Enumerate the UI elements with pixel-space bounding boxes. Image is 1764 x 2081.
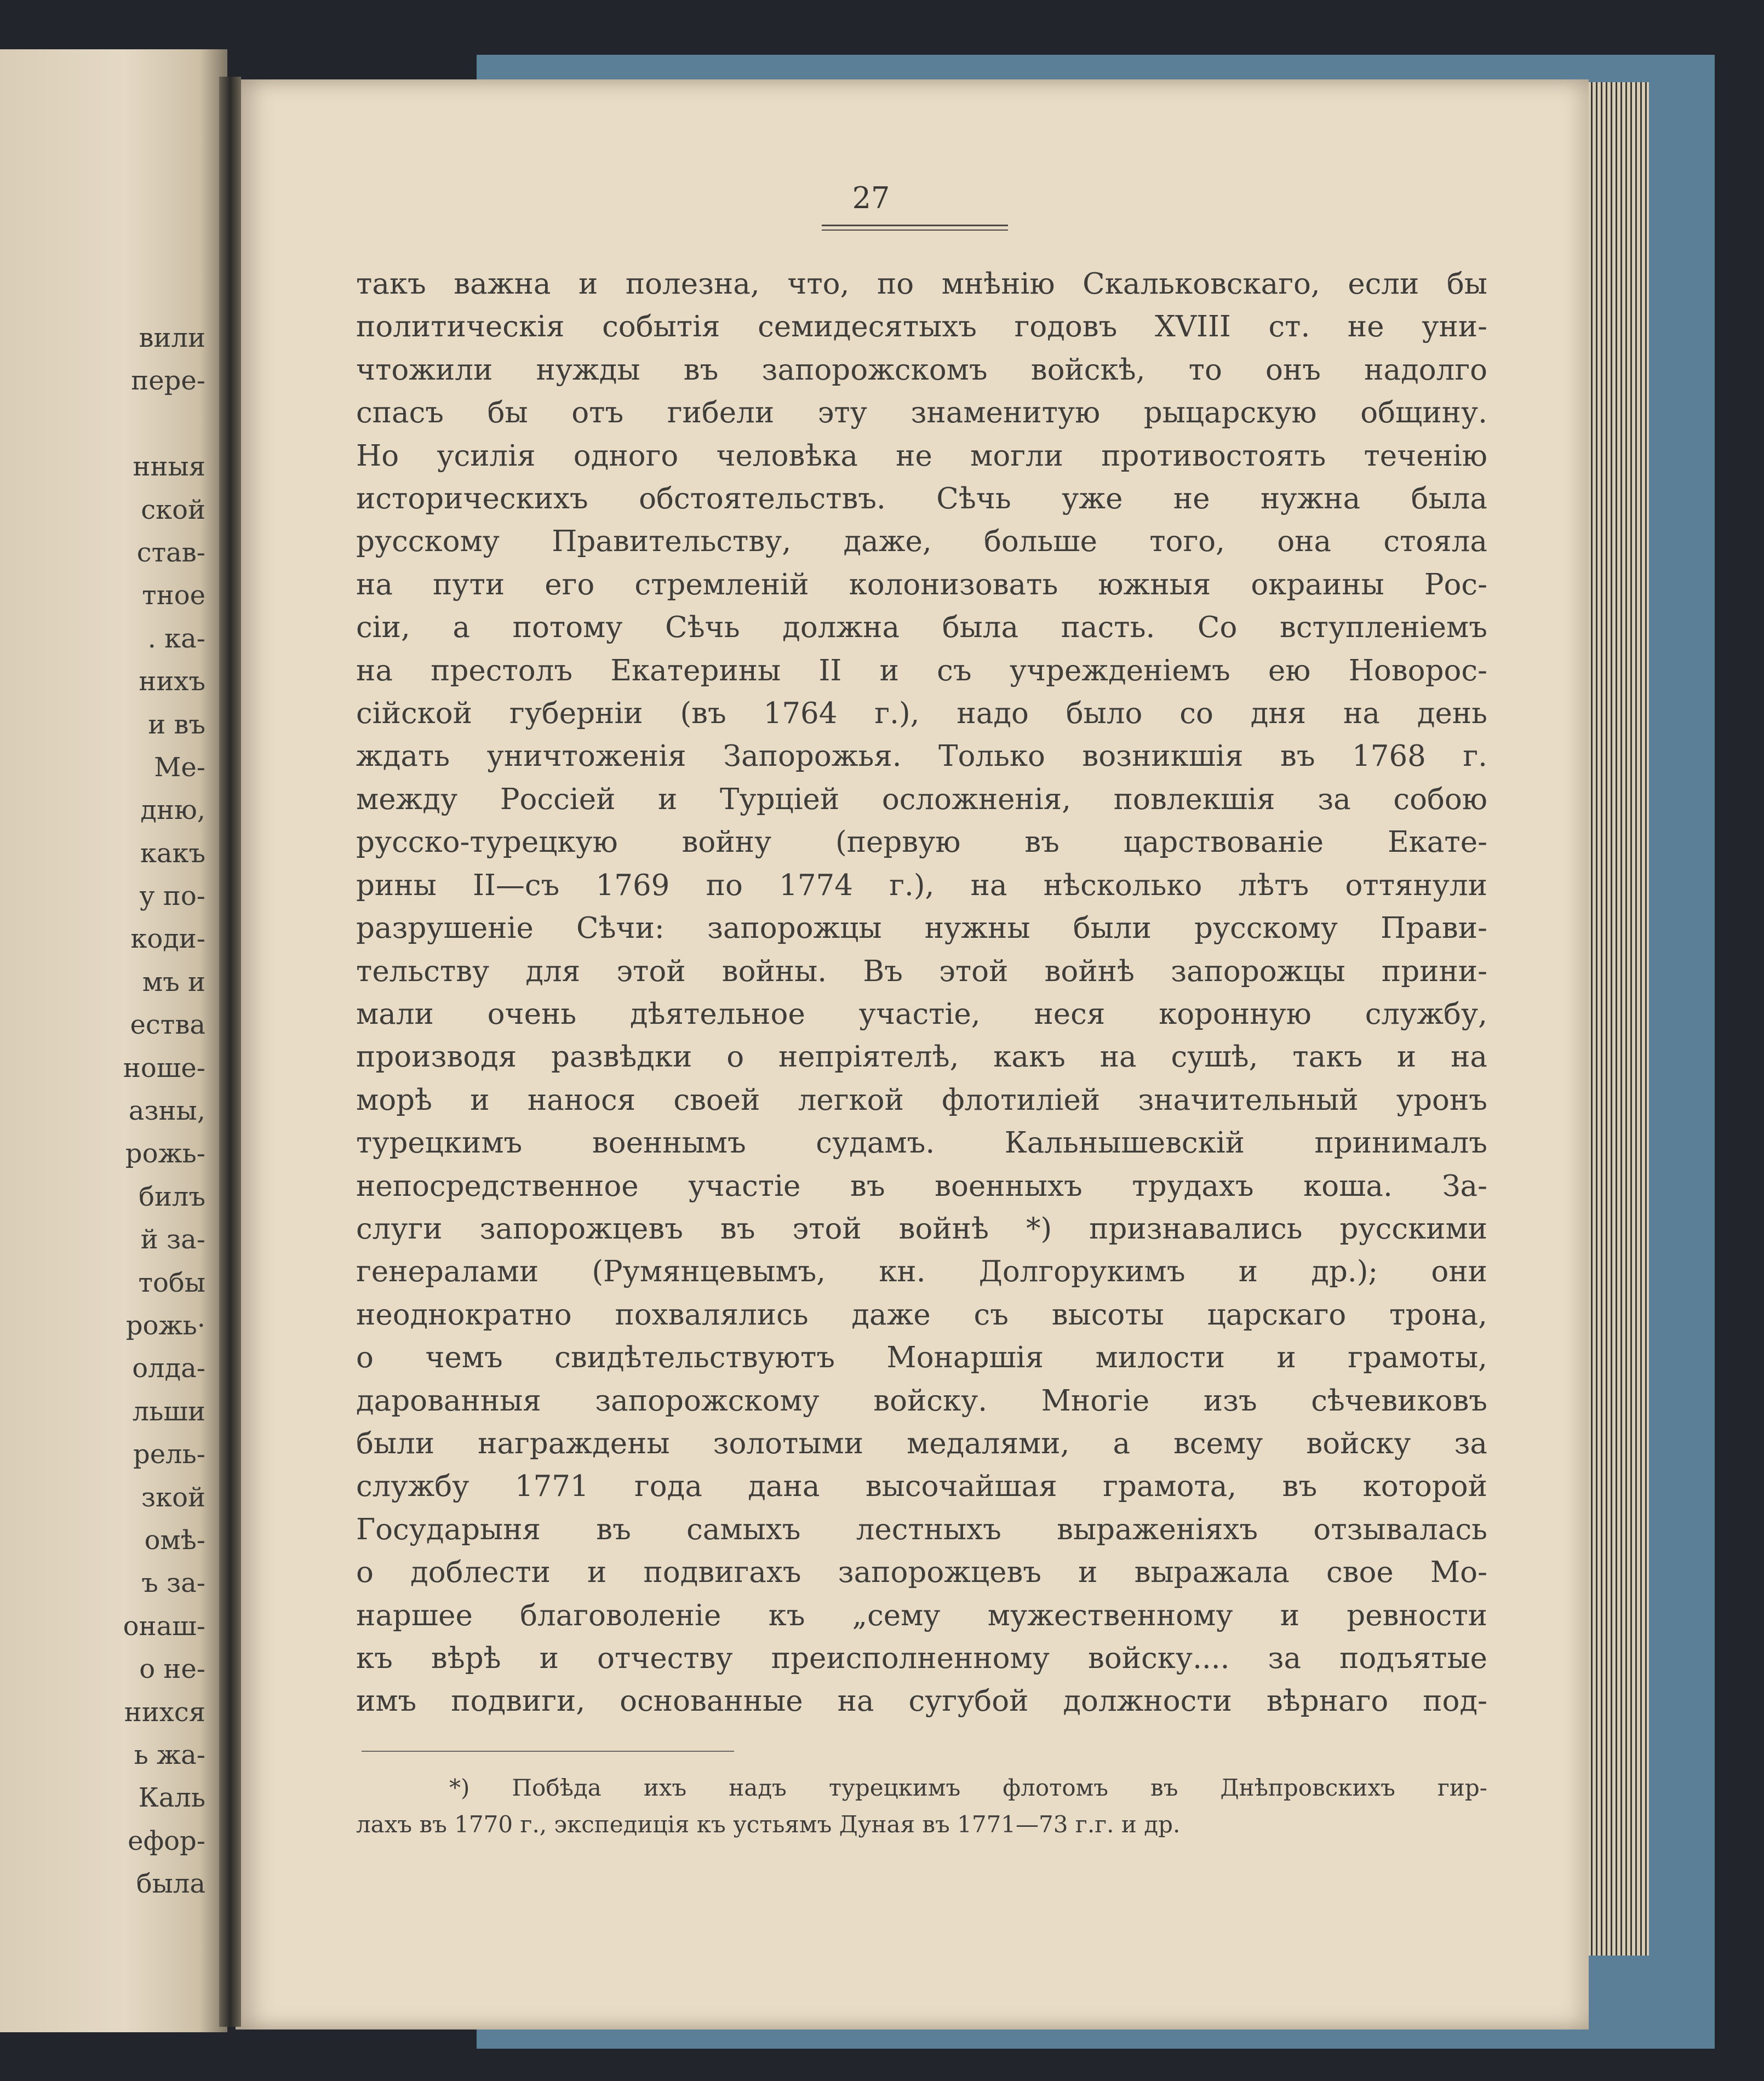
text-line: чтожили нужды въ запорожскомъ войскѣ, то онъ надолго — [356, 353, 1487, 387]
text-line: были награждены золотыми медалями, а всему войску за — [356, 1426, 1487, 1460]
page-number-rule — [822, 225, 1008, 231]
text-line: сіи, а потому Сѣчь должна была пасть. Со вступленіемъ — [356, 611, 1487, 645]
text-line: Но усилія одного человѣка не могли противостоять теченію — [356, 439, 1487, 473]
page-number: 27 — [852, 181, 890, 215]
text-line: разрушеніе Сѣчи: запорожцы нужны были русскому Прави- — [356, 911, 1487, 945]
left-page-line — [0, 403, 205, 445]
left-page-line: была — [136, 1868, 205, 1900]
text-line: службу 1771 года дана высочайшая грамота, въ которой — [356, 1470, 1487, 1504]
text-line: на престолъ Екатерины II и съ учрежденіемъ ею Новорос- — [356, 653, 1487, 687]
left-page-line: билъ — [139, 1181, 205, 1212]
text-line: историческихъ обстоятельствъ. Сѣчь уже не нужна была — [356, 482, 1487, 516]
left-page-line: ской — [141, 494, 205, 525]
text-line: на пути его стремленій колонизовать южныя окраины Рос- — [356, 567, 1487, 601]
left-page-line: олда- — [132, 1353, 205, 1384]
text-line: производя развѣдки о непріятелѣ, какъ на сушѣ, такъ и на — [356, 1040, 1487, 1074]
text-line: имъ подвиги, основанные на сугубой должности вѣрнаго под- — [356, 1684, 1487, 1718]
left-page-line: вили — [139, 323, 205, 353]
text-line: къ вѣрѣ и отчеству преисполненному войску.... за подъятые — [356, 1642, 1487, 1675]
left-page-line: ноше- — [123, 1052, 205, 1084]
text-line: неоднократно похвалялись даже съ высоты царскаго трона, — [356, 1298, 1487, 1332]
body-text — [356, 263, 1487, 1723]
footnote-line: лахъ въ 1770 г., экспедиція къ устьямъ Дуная въ 1771—73 г.г. и др. — [356, 1811, 1181, 1838]
left-page-line: нихся — [124, 1696, 205, 1728]
text-line: дарованныя запорожскому войску. Многіе изъ сѣчевиковъ — [356, 1384, 1487, 1418]
left-page-line: ь жа- — [134, 1739, 205, 1770]
text-line: рины II—съ 1769 по 1774 г.), на нѣсколько лѣтъ оттянули — [356, 868, 1487, 902]
left-page-line: рожь- — [125, 1138, 205, 1170]
text-line: русско-турецкую войну (первую въ царствованіе Екате- — [356, 825, 1487, 859]
left-page-line: рожь· — [125, 1310, 205, 1341]
left-page-line: . ка- — [147, 623, 205, 654]
text-line: турецкимъ военнымъ судамъ. Кальнышевскій принималъ — [356, 1126, 1487, 1160]
left-page-line: тобы — [138, 1267, 205, 1298]
left-page-line: ъ за- — [141, 1568, 205, 1599]
text-line: тельству для этой войны. Въ этой войнѣ запорожцы прини- — [356, 954, 1487, 988]
book-gutter — [219, 77, 241, 2027]
text-line: такъ важна и полезна, что, по мнѣнію Скальковскаго, если бы — [356, 267, 1487, 301]
text-line: ждать уничтоженія Запорожья. Только возникшія въ 1768 г. — [356, 739, 1487, 773]
left-page-line: дню, — [140, 795, 205, 826]
text-line: русскому Правительству, даже, больше того, она стояла — [356, 525, 1487, 559]
text-line: политическія событія семидесятыхъ годовъ XVIII ст. не уни- — [356, 310, 1487, 344]
left-page-line: нныя — [133, 451, 205, 483]
left-page-line: онаш- — [123, 1610, 205, 1642]
left-page-line: льши — [132, 1396, 205, 1427]
left-page-line: мъ и — [142, 966, 205, 997]
left-page-line: нихъ — [139, 666, 205, 697]
text-line: сійской губерніи (въ 1764 г.), надо было со дня на день — [356, 697, 1487, 731]
left-page-line: тное — [142, 580, 205, 611]
text-line: Государыня въ самыхъ лестныхъ выраженіяхъ отзывалась — [356, 1512, 1487, 1546]
text-line: морѣ и нанося своей легкой флотиліей значительный уронъ — [356, 1083, 1487, 1117]
text-line: слуги запорожцевъ въ этой войнѣ *) признавались русскими — [356, 1212, 1487, 1246]
text-line: спасъ бы отъ гибели эту знаменитую рыцарскую общину. — [356, 396, 1487, 430]
left-page-line: и въ — [148, 709, 205, 740]
left-page-line: пере- — [131, 365, 205, 397]
left-page-line: азны, — [128, 1096, 205, 1127]
text-line: о чемъ свидѣтельствуютъ Монаршія милости и грамоты, — [356, 1341, 1487, 1375]
text-line: непосредственное участіе въ военныхъ трудахъ коша. За- — [356, 1169, 1487, 1203]
left-page-line: став- — [136, 537, 205, 568]
left-page-line: ества — [130, 1010, 205, 1041]
left-page-line: рель- — [133, 1439, 205, 1470]
left-page-text — [0, 317, 205, 1905]
text-line: генералами (Румянцевымъ, кн. Долгорукимъ и др.); они — [356, 1255, 1487, 1289]
left-page-line: Ме- — [154, 752, 205, 783]
left-page-line: о не- — [139, 1654, 205, 1685]
left-page-line: омѣ- — [144, 1524, 205, 1556]
left-page-line: какъ — [140, 838, 205, 869]
footnote-rule — [362, 1751, 734, 1752]
left-page-line: й за- — [140, 1224, 205, 1256]
text-line: наршее благоволеніе къ „сему мужественному и ревности — [356, 1598, 1487, 1632]
footnote — [356, 1769, 1487, 1843]
text-line: о доблести и подвигахъ запорожцевъ и выражала свое Мо- — [356, 1556, 1487, 1590]
left-page-line: ефор- — [128, 1825, 205, 1856]
left-page-line: зкой — [141, 1482, 205, 1513]
left-page — [0, 49, 227, 2032]
left-page-line: у по- — [139, 881, 205, 912]
footnote-line: *) Побѣда ихъ надъ турецкимъ флотомъ въ Днѣпровскихъ гир- — [449, 1774, 1487, 1801]
text-line: между Россіей и Турціей осложненія, повлекшія за собою — [356, 782, 1487, 816]
text-line: мали очень дѣятельное участіе, неся коронную службу, — [356, 997, 1487, 1031]
left-page-line: Каль — [138, 1782, 205, 1814]
left-page-line: коди- — [130, 924, 205, 955]
